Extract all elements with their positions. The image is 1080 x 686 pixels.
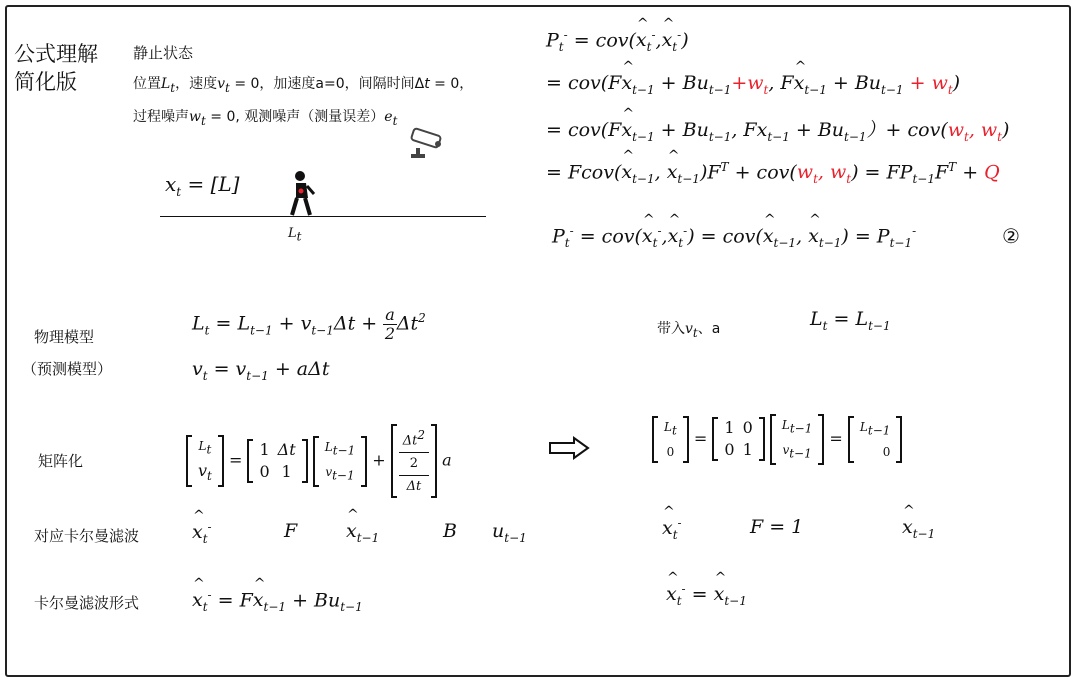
page-title [14, 40, 98, 96]
camera-icon [408, 126, 448, 160]
static-state-position: 位置$L_t$，速度$v_t = 0$，加速度a=0，间隔时间Δt = 0， [133, 76, 474, 95]
matrix-state-right: $L_t$ 0 [652, 416, 689, 463]
ground-line [160, 216, 486, 217]
kalman-map-right-xhat-prev: ^ $x_{t-1}$ [902, 516, 935, 541]
matrix-prev-state: $L_{t-1}$ $v_{t-1}$ [313, 436, 367, 487]
state-vector-label: $x_t = [L]$ [165, 172, 240, 199]
prediction-model-label: （预测模型） [22, 360, 113, 378]
kalman-form-label: 卡尔曼滤波形式 [34, 594, 140, 612]
title-line-2: 简化版 [14, 70, 77, 94]
matrix-f-right: 1 0 0 1 [712, 417, 764, 461]
matrix-label: 矩阵化 [38, 452, 84, 470]
matrix-b: $\Delta t^2$ 2 Δt [391, 424, 437, 498]
matrix-equation-left: $L_t$ $v_t$ = 1 Δt 0 1 $L_{t-1}$ $v_{t-1}$ + $\Delta t^2$ 2 Δt a [186, 424, 452, 498]
matrix-equation-right: $L_t$ 0 = 1 0 0 1 $L_{t-1}$ $v_{t-1}$ = $L_{t-1}$ 0 [652, 414, 902, 465]
right-arrow-icon [548, 436, 590, 460]
kalman-form-right-eq: ^ $x_t^-$ = ^ $x_{t-1}$ [666, 582, 747, 608]
circled-number-2: ② [1002, 224, 1020, 248]
kalman-map-right-xhat-minus: ^ $x_t^-$ [662, 516, 682, 542]
static-state-noise: 过程噪声$w_t = 0$, 观测噪声（测量误差）$e_t$ [133, 109, 398, 128]
substitute-label: 带入$v_t$、a [657, 321, 721, 340]
matrix-result-right: $L_{t-1}$ 0 [848, 416, 902, 463]
kalman-map-label: 对应卡尔曼滤波 [34, 527, 140, 545]
kalman-map-b: B [443, 520, 457, 542]
physics-eq-1: $L_t = L_{t-1} + v_{t-1}\Delta t$ + $\frac{a}{2}$ $\Delta t^2$ [192, 305, 426, 343]
static-state-heading: 静止状态 [133, 44, 194, 62]
kalman-map-u: $u_{t-1}$ [492, 520, 527, 545]
cov-line-5: $P_t^-$ = cov(^ $x_t^-,\^{}$ $x_t^-$) = cov(^ $x_{t-1}$, ^ $x_{t-1}) = P_{t-1}^-$ [552, 224, 916, 250]
matrix-prev-state-right: $L_{t-1}$ $v_{t-1}$ [770, 414, 824, 465]
kalman-form-eq: ^ $x_t^-$ = F^ $x_{t-1} + Bu_{t-1}$ [192, 588, 363, 614]
physics-label: 物理模型 [34, 328, 95, 346]
title-line-1: 公式理解 [14, 42, 98, 66]
substitute-result: $L_t = L_{t-1}$ [810, 308, 891, 333]
cov-line-3: = cov(F^ $x_{t-1} + Bu_{t-1}$, $Fx_{t-1} + Bu_{t-1})+ cov(w_t$, $w_t$) [546, 115, 1009, 144]
matrix-f: 1 Δt 0 1 [247, 439, 307, 483]
kalman-map-xhat-prev: ^ $x_{t-1}$ [346, 520, 379, 545]
cov-line-1: $P_t^-$ = cov(^ $x_t^-,\^{}$ $x_t^-$) [546, 28, 689, 54]
walking-person-icon [286, 170, 320, 220]
kalman-map-right-f: F = 1 [750, 516, 804, 538]
cov-line-4: = Fcov(^ $x_{t-1}$, ^ $x_{t-1})F^T + cov(w_t$, $w_t) = FP_{t-1}F^T + Q$ [546, 160, 1000, 186]
cov-line-2: = cov(F^ $x_{t-1} + Bu_{t-1}+w_t$, F^ $x_{t-1} + Bu_{t-1} + w_t$) [546, 72, 960, 97]
ground-label: $L_t$ [288, 226, 302, 244]
kalman-map-xhat-minus: ^ $x_t^-$ [192, 520, 212, 546]
physics-eq-2: $v_t = v_{t-1} + a\Delta t$ [192, 358, 330, 383]
matrix-state: $L_t$ $v_t$ [186, 435, 224, 488]
kalman-map-f: F [284, 520, 298, 542]
